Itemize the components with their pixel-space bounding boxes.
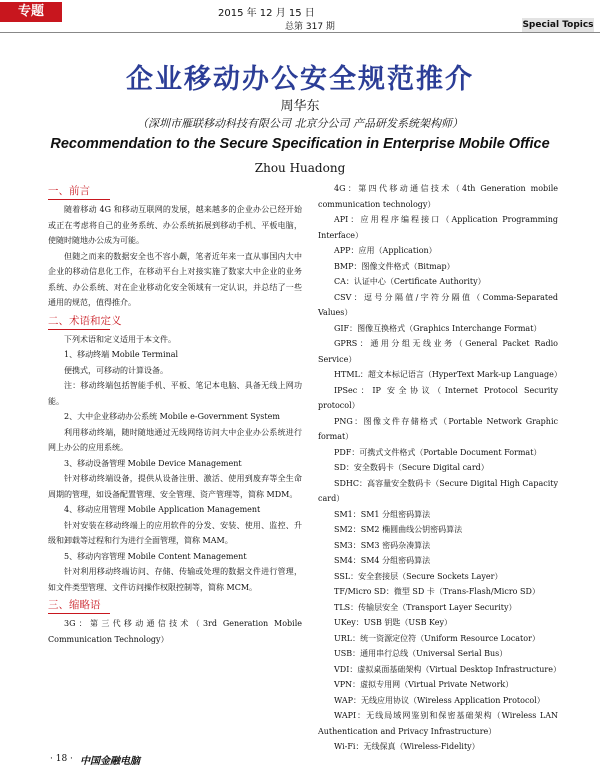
page-number: · 18 · [50,754,73,764]
article-title-cn: 企业移动办公安全规范推介 [126,64,474,95]
abbreviation-item: UKey：USB 钥匙（USB Key） [334,618,453,627]
issue-number: 总第 317 期 [285,22,335,32]
abbreviation-item: 4G：第四代移动通信技术（4th Generation mobile communication technology） [318,184,558,209]
section-heading-preface: 一、前言 [48,183,302,200]
abbreviation-item: WAP：无线应用协议（Wireless Application Protocol） [334,695,545,705]
term-heading: 5、移动内容管理 Mobile Content Management [64,551,247,561]
abbreviation-item: BMP：图像文件格式（Bitmap） [334,261,455,271]
abbreviation-item: SDHC：高容量安全数码卡（Secure Digital High Capacity card） [318,478,558,503]
section-tag: 专题 [0,2,62,22]
section-heading-terms: 二、术语和定义 [48,313,302,330]
abbreviation-item: 3G：第三代移动通信技术（3rd Generation Mobile Communication Technology） [48,619,302,644]
abbreviation-item: API：应用程序编程接口（Application Programming Interface） [318,215,558,240]
term-definition: 便携式，可移动的计算设备。 [64,365,168,375]
term-definition: 针对利用移动终端访问、存储、传输或处理的数据文件进行管理，如文件类型管理、文件访问操作权限控制等，简称 MCM。 [48,567,302,592]
abbreviation-item: SD：安全数码卡（Secure Digital card） [334,463,489,472]
abbreviation-item: WAPI：无线局域网鉴别和保密基础架构（Wireless LAN Authentication and Privacy Infrastructure） [318,711,558,736]
term-note: 注：移动终端包括智能手机、平板、笔记本电脑、具备无线上网功能。 [48,381,302,406]
abbreviation-item: PDF：可携式文件格式（Portable Document Format） [334,447,542,457]
abbreviation-item: SSL：安全套接层（Secure Sockets Layer） [334,571,503,581]
abbreviation-item: GIF：图像互换格式（Graphics Interchange Format） [334,323,542,333]
topic-badge: Special Topics [522,20,594,30]
author-en: Zhou Huadong [254,161,346,175]
term-heading: 1、移动终端 Mobile Terminal [64,350,179,359]
abbreviation-item: HTML：超文本标记语言（HyperText Mark-up Language） [334,370,562,379]
abbreviation-item: Wi-Fi：无线保真（Wireless-Fidelity） [334,742,480,751]
abbreviation-item: URL：统一资源定位符（Uniform Resource Locator） [334,633,540,643]
left-column [48,181,302,647]
paragraph: 下列术语和定义适用于本文件。 [64,334,176,344]
term-definition: 针对安装在移动终端上的应用软件的分发、安装、使用、监控、升级和卸载等过程和行为进行全面管理，简称 MAM。 [48,520,302,545]
abbreviation-item: SM1：SM1 分组密码算法 [334,509,431,519]
journal-logo: 中国金融电脑 [80,756,140,767]
term-heading: 2、大中企业移动办公系统 Mobile e-Government System [64,412,280,421]
abbreviation-item: SM4：SM4 分组密码算法 [334,556,431,565]
abbreviation-item: USB：通用串行总线（Universal Serial Bus） [334,649,508,658]
abbreviation-item: VDI：虚拟桌面基础架构（Virtual Desktop Infrastructure） [334,664,561,674]
abbreviation-item: TF/Micro SD：微型 SD 卡（Trans-Flash/Micro SD） [334,587,540,596]
abbreviation-item: CA：认证中心（Certificate Authority） [334,277,486,286]
author-cn: 周华东 [280,99,320,114]
issue-date: 2015 年 12 月 15 日 [218,8,315,19]
term-heading: 4、移动应用管理 Mobile Application Management [64,505,261,514]
abbreviation-item: IPSec：IP 安全协议（Internet Protocol Security protocol） [318,385,558,410]
abbreviation-item: PNG：图像文件存储格式（Portable Network Graphic format） [318,416,558,441]
paragraph: 但随之而来的数据安全也不容小觑，笔者近年来一直从事国内大中企业的移动信息化工作，在移动平台上对接实施了数家大中企业的业务系统、办公系统、对在企业移动化安全领域有一定认识，并总结了一些通用的规范，值得推介。 [48,251,302,307]
abbreviation-item: TLS：传输层安全（Transport Layer Security） [334,602,517,612]
abbreviation-item: SM2：SM2 椭圆曲线公钥密码算法 [334,525,463,534]
section-heading-abbreviations: 三、缩略语 [48,597,302,614]
paragraph: 随着移动 4G 和移动互联网的发展，越来越多的企业办公已经开始或正在考虑将自己的业务系统、办公系统拓展到移动手机、平板电脑，使随时随地办公成为可能。 [48,205,302,245]
term-definition: 利用移动终端，随时随地通过无线网络访问大中企业办公系统进行网上办公的应用系统。 [48,427,302,452]
abbreviation-item: VPN：虚拟专用网（Virtual Private Network） [334,680,514,689]
abbreviation-item: APP：应用（Application） [334,246,437,255]
right-column [318,181,562,755]
affiliation-cn: （深圳市雁联移动科技有限公司 北京分公司 产品研发系统架构师） [137,117,463,130]
abbreviation-item: GPRS：通用分组无线业务（General Packet Radio Service） [318,339,558,364]
term-heading: 3、移动设备管理 Mobile Device Management [64,458,242,468]
abbreviation-item: CSV：逗号分隔值/字符分隔值（Comma-Separated Values） [318,292,558,317]
article-title-en: Recommendation to the Secure Specification in Enterprise Mobile Office [50,136,550,152]
term-definition: 针对移动终端设备，提供从设备注册、激活、使用到废弃等全生命周期的管理，如设备配置管理、安全管理、资产管理等，简称 MDM。 [48,474,302,499]
abbreviation-item: SM3：SM3 密码杂凑算法 [334,540,431,550]
header-rule [0,32,600,33]
